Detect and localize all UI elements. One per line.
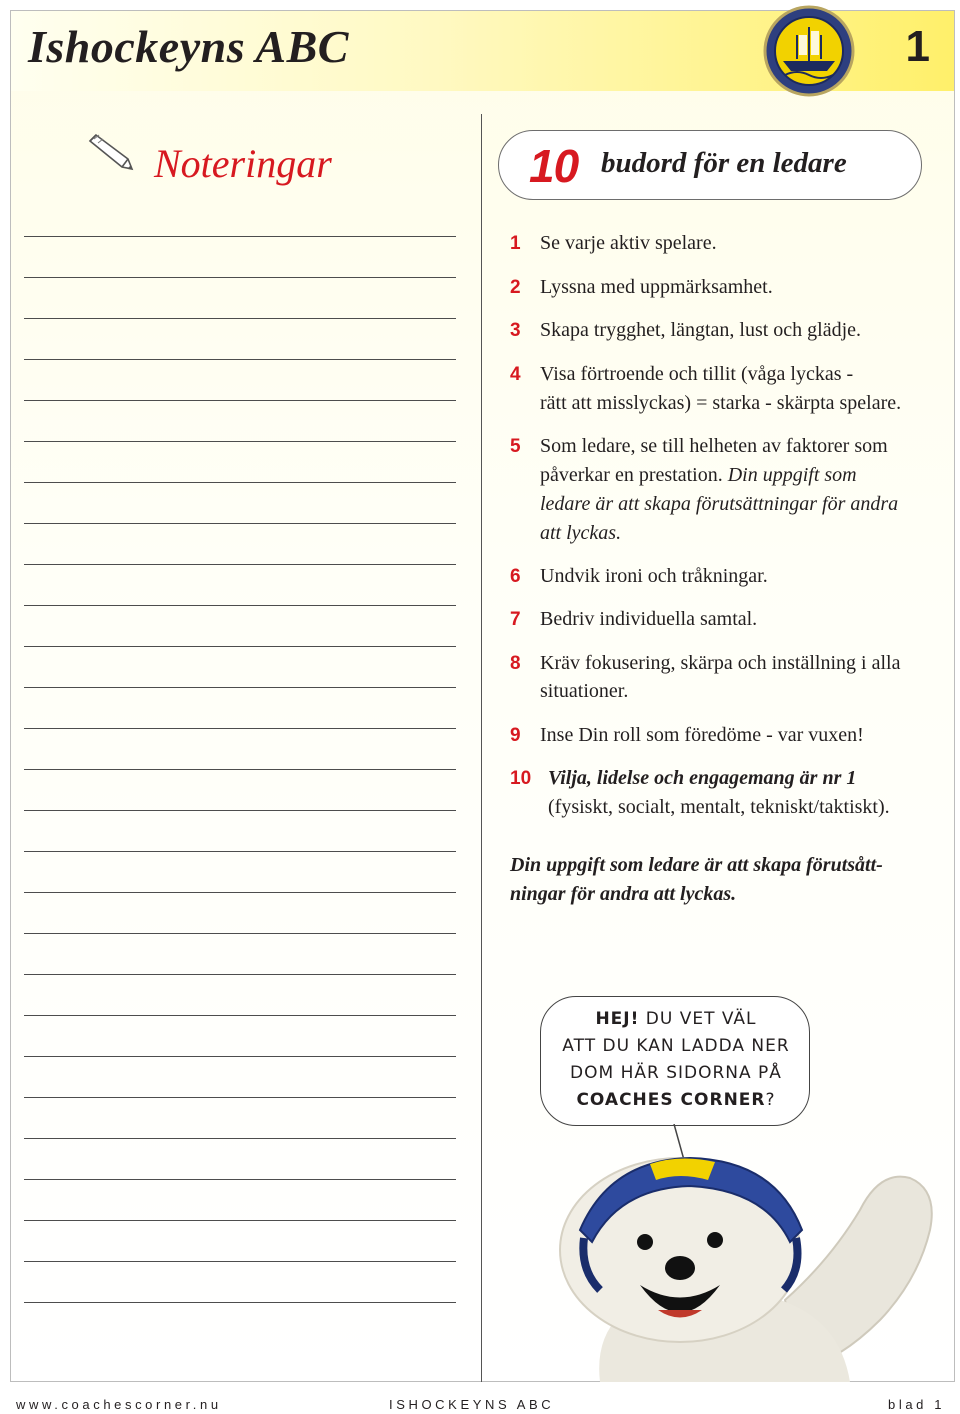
bubble-line-rest: DU VET VÄL xyxy=(639,1009,757,1029)
note-line xyxy=(24,1261,456,1262)
rule-text: (fysiskt, socialt, mentalt, tekniskt/taktiskt). xyxy=(548,796,890,818)
bubble-line: DOM HÄR SIDORNA PÅ xyxy=(570,1063,782,1083)
rule-text: Bedriv individuella samtal. xyxy=(540,608,758,630)
note-line xyxy=(24,769,456,770)
rule-text: situationer. xyxy=(540,680,629,702)
note-line xyxy=(24,1302,456,1303)
rule-number: 8 xyxy=(510,653,521,674)
bubble-line xyxy=(541,1009,811,1029)
commandments-title-box xyxy=(498,130,922,200)
speech-bubble xyxy=(540,996,810,1126)
rule-text: påverkar en prestation. xyxy=(540,464,723,486)
note-line xyxy=(24,605,456,606)
rule-text: Kräv fokusering, skärpa och inställning i alla xyxy=(540,652,901,674)
note-line xyxy=(24,687,456,688)
footer-website: www.coachescorner.nu xyxy=(16,1397,222,1412)
note-line xyxy=(24,1056,456,1057)
rule-text: Vilja, lidelse och engagemang är nr 1 xyxy=(548,767,857,789)
sailing-ship-emblem-icon xyxy=(763,5,855,97)
note-line xyxy=(24,646,456,647)
commandments-count: 10 xyxy=(529,140,579,192)
notes-heading: Noteringar xyxy=(154,141,332,186)
footer-page: blad 1 xyxy=(888,1397,946,1412)
note-line xyxy=(24,1015,456,1016)
footer-title: ISHOCKEYNS ABC xyxy=(389,1397,555,1412)
note-line xyxy=(24,728,456,729)
note-line xyxy=(24,974,456,975)
note-line xyxy=(24,1179,456,1180)
note-line xyxy=(24,318,456,319)
note-line xyxy=(24,892,456,893)
rule-text: att lyckas. xyxy=(540,522,622,544)
note-line xyxy=(24,933,456,934)
column-divider xyxy=(481,114,482,1382)
rule-text: rätt att misslyckas) = starka - skärpta spelare. xyxy=(540,392,902,414)
rule-number: 5 xyxy=(510,436,521,457)
note-line xyxy=(24,441,456,442)
rule-text: ledare är att skapa förutsättningar för andra xyxy=(540,493,899,515)
note-line xyxy=(24,236,456,237)
summary-text: ningar för andra att lyckas. xyxy=(510,883,737,905)
rule-number: 10 xyxy=(510,768,532,789)
bubble-bold: HEJ! xyxy=(595,1009,640,1029)
rule-number: 9 xyxy=(510,725,521,746)
note-line xyxy=(24,277,456,278)
summary-text: Din uppgift som ledare är att skapa förutsått- xyxy=(510,854,883,876)
rule-number: 4 xyxy=(510,364,521,385)
rule-text: Lyssna med uppmärksamhet. xyxy=(540,276,773,298)
pencil-icon xyxy=(86,133,142,177)
bubble-line-rest: ? xyxy=(765,1090,776,1110)
rule-number: 1 xyxy=(510,233,521,254)
commandments-title: budord för en ledare xyxy=(601,147,847,179)
bubble-line xyxy=(541,1090,811,1110)
note-line xyxy=(24,482,456,483)
rule-text: Visa förtroende och tillit (våga lyckas - xyxy=(540,363,854,385)
rule-number: 3 xyxy=(510,320,521,341)
note-line xyxy=(24,1097,456,1098)
note-line xyxy=(24,523,456,524)
rule-text: Se varje aktiv spelare. xyxy=(540,232,717,254)
rule-text: Skapa trygghet, längtan, lust och glädje. xyxy=(540,319,862,341)
bubble-bold: COACHES CORNER xyxy=(576,1090,766,1110)
note-line xyxy=(24,564,456,565)
rule-text: Inse Din roll som föredöme - var vuxen! xyxy=(540,724,864,746)
document-title: Ishockeyns ABC xyxy=(28,21,349,72)
rule-number: 6 xyxy=(510,566,521,587)
note-line xyxy=(24,400,456,401)
note-line xyxy=(24,1138,456,1139)
note-line xyxy=(24,1220,456,1221)
polar-bear-mascot-icon xyxy=(540,1150,950,1382)
rule-text: Som ledare, se till helheten av faktorer som xyxy=(540,435,888,457)
rule-text-italic: Din uppgift som xyxy=(727,464,857,486)
rule-text-mixed xyxy=(540,464,857,487)
note-line xyxy=(24,359,456,360)
rule-text: Undvik ironi och tråkningar. xyxy=(540,565,768,587)
rule-number: 2 xyxy=(510,277,521,298)
rule-number: 7 xyxy=(510,609,521,630)
page-number: 1 xyxy=(905,22,930,71)
note-line xyxy=(24,851,456,852)
note-line xyxy=(24,810,456,811)
bubble-line: ATT DU KAN LADDA NER xyxy=(562,1036,790,1056)
